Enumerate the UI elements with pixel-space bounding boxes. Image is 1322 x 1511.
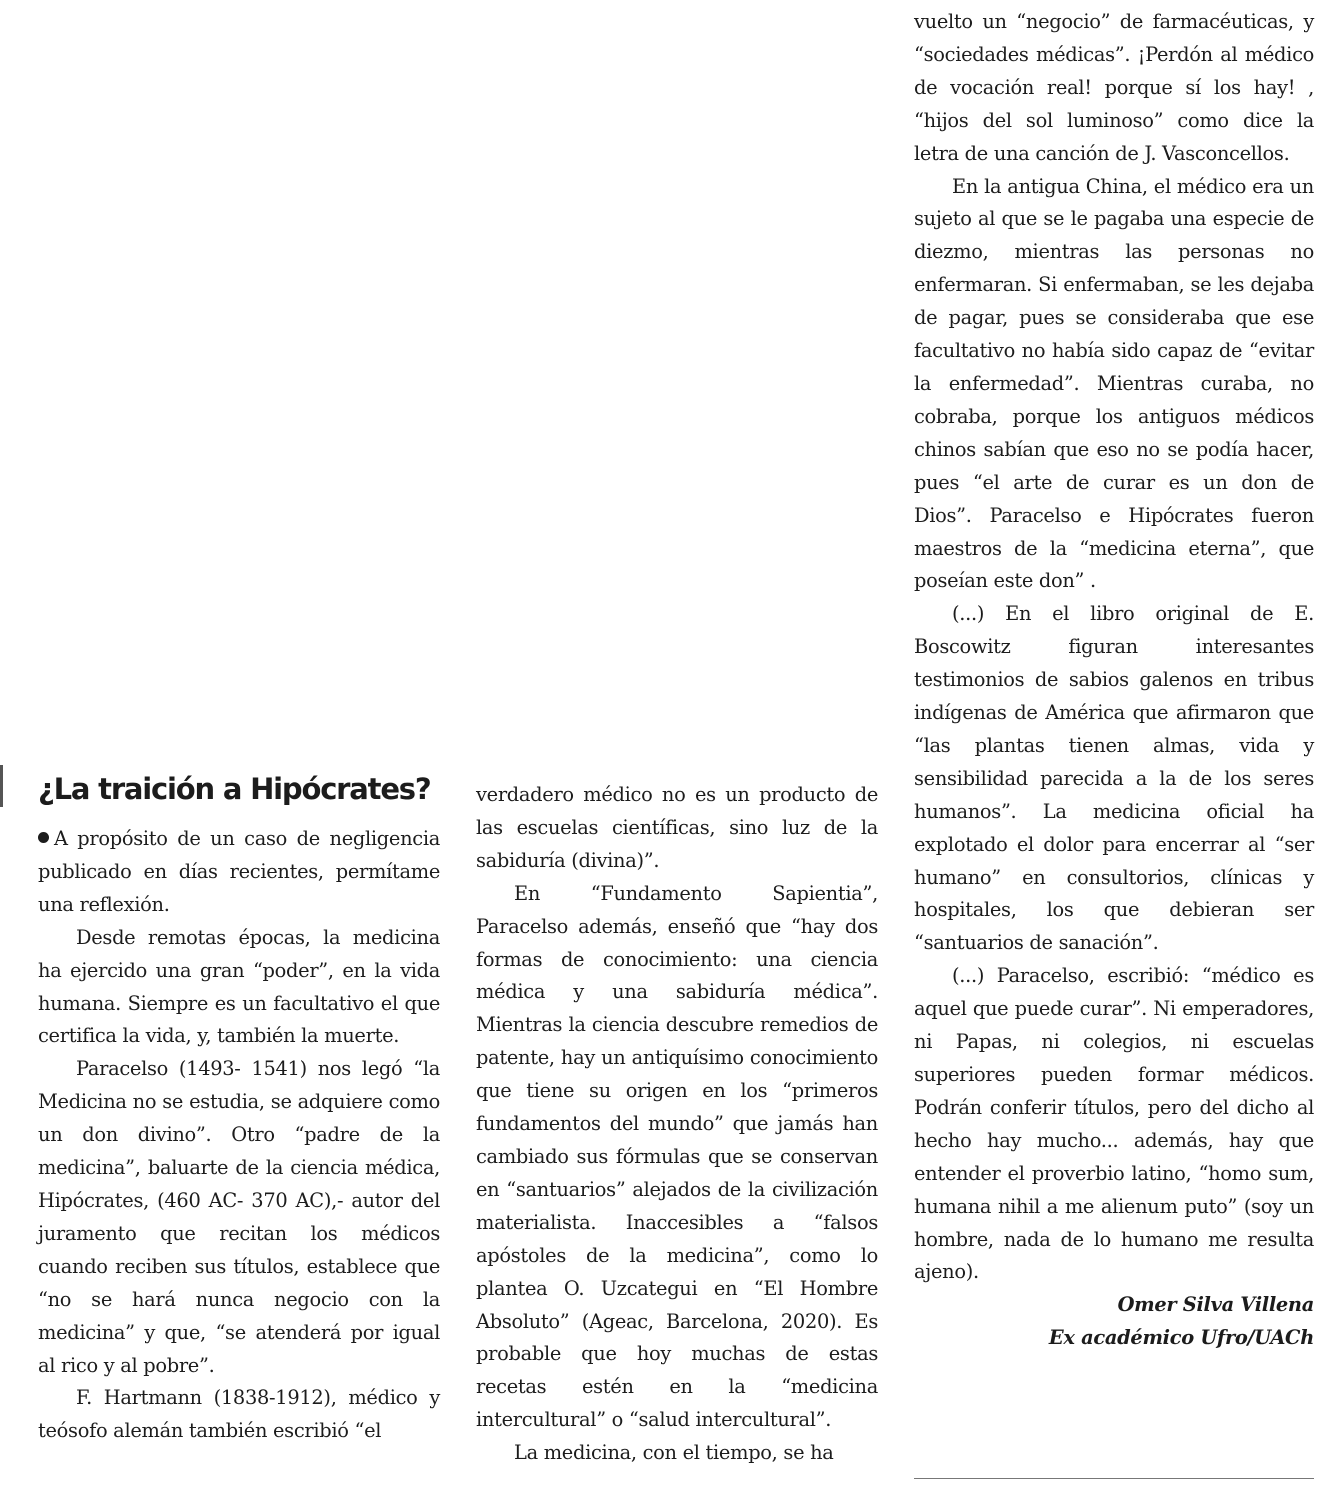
bullet-icon xyxy=(38,832,49,843)
paragraph: (...) Paracelso, escribió: “médico es aquel que puede curar”. Ni emperadores, ni Papas, ni colegios, ni escuelas superiores pueden formar médicos. Podrán conferir títulos, pero del dicho al hecho hay mucho... además, hay que entender el proverbio latino, “homo sum, humana nihil a me alienum puto” (soy un hombre, nada de lo humano me resulta ajeno). xyxy=(914,964,1314,1284)
article-column-3 xyxy=(914,6,1314,1355)
signature-rule xyxy=(914,1478,1314,1479)
paragraph: vuelto un “negocio” de farmacéuticas, y “sociedades médicas”. ¡Perdón al médico de vocación real! porque sí los hay! , “hijos del sol luminoso” como dice la letra de una canción de J. Vasconcellos. xyxy=(914,10,1314,165)
paragraph: En la antigua China, el médico era un sujeto al que se le pagaba una especie de diezmo, mientras las personas no enfermaran. Si enfermaban, se les dejaba de pagar, pues se consideraba que ese facultativo no había sido capaz de “evitar la enfermedad”. Mientras curaba, no cobraba, porque los antiguos médicos chinos sabían que eso no se podía hacer, pues “el arte de curar es un don de Dios”. Paracelso e Hipócrates fueron maestros de la “medicina eterna”, que poseían este don” . xyxy=(914,174,1314,593)
author-name: Omer Silva Villena xyxy=(1117,1293,1314,1317)
paragraph: (...) En el libro original de E. Boscowitz figuran interesantes testimonios de sabios galenos en tribus indígenas de América que afirmaron que “las plantas tienen almas, vida y sensibilidad parecida a la de los seres humanos”. La medicina oficial ha explotado el dolor para encerrar al “ser humano” en consultorios, clínicas y hospitales, los que debieran ser “santuarios de sanación”. xyxy=(914,602,1314,955)
author-affiliation: Ex académico Ufro/UACh xyxy=(1048,1326,1314,1350)
paragraph xyxy=(38,823,440,922)
paragraph: verdadero médico no es un producto de las escuelas científicas, sino luz de la sabiduría (divina)”. xyxy=(476,783,878,872)
paragraph: En “Fundamento Sapientia”, Paracelso además, enseñó que “hay dos formas de conocimiento: una ciencia médica y una sabiduría médica”. Mientras la ciencia descubre remedios de patente, hay un antiquísimo conocimiento que tiene su origen en los “primeros fundamentos del mundo” que jamás han cambiado sus fórmulas que se conservan en “santuarios” alejados de la civilización materialista. Inaccesibles a “falsos apóstoles de la medicina”, como lo plantea O. Uzcategui en “El Hombre Absoluto” (Ageac, Barcelona, 2020). Es probable que hoy muchas de estas recetas estén en la “medicina intercultural” o “salud intercultural”. xyxy=(476,881,878,1432)
page-edge-mark xyxy=(0,765,3,807)
article-column-1 xyxy=(38,771,440,1448)
paragraph: La medicina, con el tiempo, se ha xyxy=(514,1441,834,1465)
paragraph: Desde remotas épocas, la medicina ha ejercido una gran “poder”, en la vida humana. Siempre es un facultativo el que certifica la vida, y, también la muerte. xyxy=(38,925,440,1048)
paragraph: F. Hartmann (1838-1912), médico y teósofo alemán también escribió “el xyxy=(38,1386,440,1443)
article-column-2 xyxy=(476,779,878,1470)
paragraph: Paracelso (1493- 1541) nos legó “la Medicina no se estudia, se adquiere como un don divino”. Otro “padre de la medicina”, baluarte de la ciencia médica, Hipócrates, (460 AC- 370 AC),- autor del juramento que recitan los médicos cuando reciben sus títulos, establece que “no se hará nunca negocio con la medicina” y que, “se atenderá por igual al rico y al pobre”. xyxy=(38,1057,440,1377)
paragraph-text: A propósito de un caso de negligencia publicado en días recientes, permítame una reflexión. xyxy=(38,827,440,916)
headline: ¿La traición a Hipócrates? xyxy=(38,772,431,806)
